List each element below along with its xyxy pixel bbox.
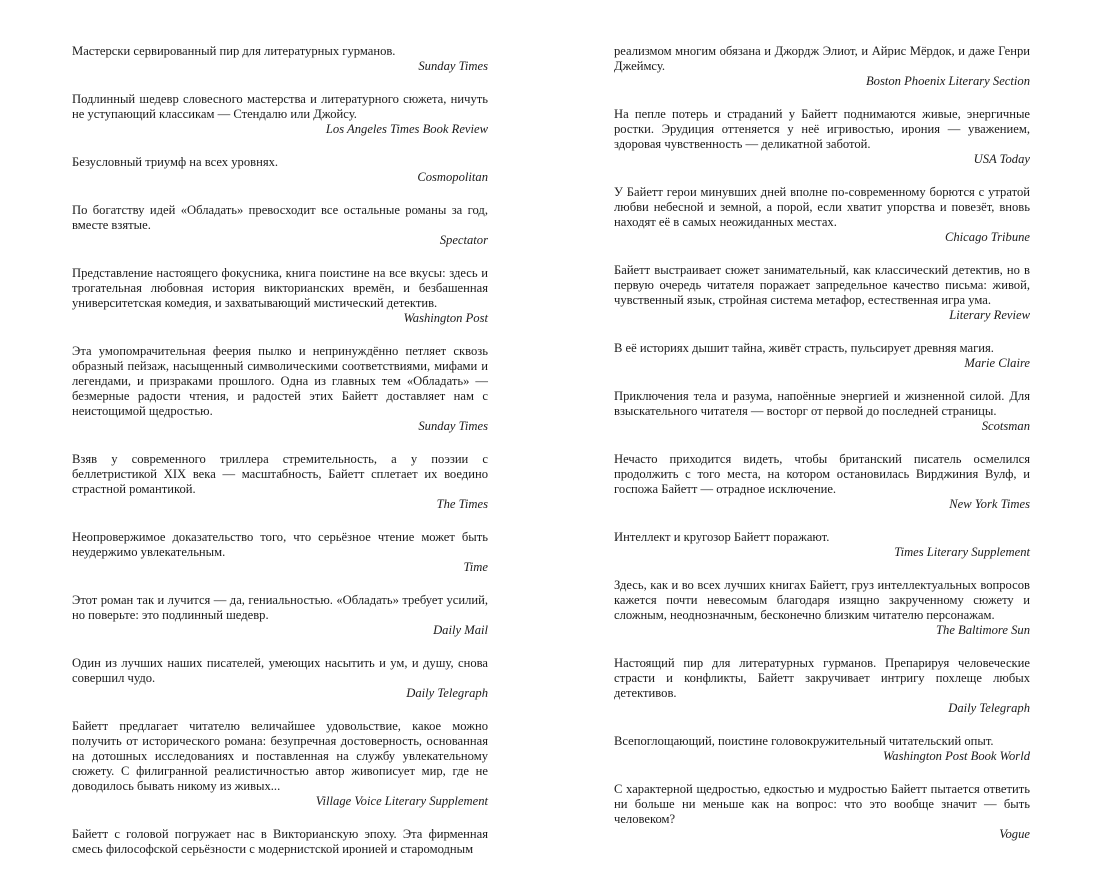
quote-text: Приключения тела и разума, напоённые энергией и жизненной силой. Для взыскательного читателя — восторг от первой до последней страницы.: [614, 389, 1030, 418]
review-quote: [614, 107, 1030, 167]
review-quote: [72, 44, 488, 74]
review-quote: [72, 656, 488, 701]
quote-source: New York Times: [949, 497, 1030, 511]
quote-text: Представление настоящего фокусника, книга поистине на все вкусы: здесь и трогательная любовная история викторианских времён, и безбашенная университетская комедия, и захватывающий мистический детектив.: [72, 266, 488, 310]
quote-text: Интеллект и кругозор Байетт поражают.: [614, 530, 830, 544]
review-quote: [614, 530, 1030, 560]
review-quote: [614, 656, 1030, 716]
left-page: [72, 44, 488, 875]
quote-text: С характерной щедростью, едкостью и мудростью Байетт пытается ответить ни больше ни меньше как на вопрос: что это вообще значит — быть человеком?: [614, 782, 1030, 826]
quote-text: По богатству идей «Обладать» превосходит все остальные романы за год, вместе взятые.: [72, 203, 488, 232]
review-quote: [72, 92, 488, 137]
quote-source: Marie Claire: [964, 356, 1030, 370]
right-page: [614, 44, 1030, 860]
quote-source: Spectator: [439, 233, 488, 247]
review-quote: [614, 44, 1030, 89]
quote-text: Эта умопомрачительная феерия пылко и непринуждённо петляет сквозь образный пейзаж, насыщенный символическими соответствиями, мифами и легендами, и призраками прошлого. Одна из главных тем «Обладать» — безмерные радости чтения, и радостей этих Байетт доставляет нам с неистощимой щедростью.: [72, 344, 488, 418]
quote-source: Village Voice Literary Supplement: [315, 794, 488, 808]
quote-source: USA Today: [973, 152, 1030, 166]
quote-text: Мастерски сервированный пир для литературных гурманов.: [72, 44, 396, 58]
quote-source: Scotsman: [981, 419, 1030, 433]
quote-text: Этот роман так и лучится — да, гениальностью. «Обладать» требует усилий, но поверьте: это подлинный шедевр.: [72, 593, 488, 622]
quote-source: Washington Post: [403, 311, 488, 325]
quote-source: The Times: [436, 497, 488, 511]
quote-text: Один из лучших наших писателей, умеющих насытить и ум, и душу, снова совершил чудо.: [72, 656, 488, 685]
quote-text: Здесь, как и во всех лучших книгах Байетт, груз интеллектуальных вопросов кажется почти невесомым благодаря изящно закрученному сюжету и сложным, неоднозначным, бесконечно близким читателю персонажам.: [614, 578, 1030, 622]
quote-text: Нечасто приходится видеть, чтобы британский писатель осмелился продолжить с того места, на котором остановилась Вирджиния Вулф, и госпожа Байетт — отрадное исключение.: [614, 452, 1030, 496]
quote-text: Всепоглощающий, поистине головокружительный читательский опыт.: [614, 734, 994, 748]
review-quote: [614, 389, 1030, 434]
quote-source: Boston Phoenix Literary Section: [865, 74, 1030, 88]
review-quote: [614, 578, 1030, 638]
review-quote: [72, 155, 488, 185]
review-quote: [72, 719, 488, 809]
quote-text: Подлинный шедевр словесного мастерства и литературного сюжета, ничуть не уступающий классикам — Стендалю или Джойсу.: [72, 92, 488, 121]
review-quote: [614, 782, 1030, 842]
quote-source: Literary Review: [949, 308, 1030, 322]
quote-source: Washington Post Book World: [882, 749, 1030, 763]
review-quote: [72, 593, 488, 638]
review-quote: [614, 263, 1030, 323]
quote-source: Cosmopolitan: [417, 170, 488, 184]
quote-source: Time: [463, 560, 488, 574]
review-quote: [614, 452, 1030, 512]
quote-text: Байетт с головой погружает нас в Викторианскую эпоху. Эта фирменная смесь философской серьёзности с модернистской иронией и старомодным: [72, 827, 488, 856]
quote-text: На пепле потерь и страданий у Байетт поднимаются живые, энергичные ростки. Эрудиция оттеняется у неё игривостью, ирония — уважением, здоровая чувственность — деликатной заботой.: [614, 107, 1030, 151]
quote-text: Байетт выстраивает сюжет занимательный, как классический детектив, но в первую очередь читателя поражает запредельное качество письма: живой, чувственный язык, стройная система метафор, естественная игра ума.: [614, 263, 1030, 307]
quote-text: Настоящий пир для литературных гурманов. Препарируя человеческие страсти и конфликты, Байетт закручивает интригу похлеще любых детективов.: [614, 656, 1030, 700]
review-quote: [72, 530, 488, 575]
quote-source: Times Literary Supplement: [894, 545, 1030, 559]
quote-source: Daily Mail: [433, 623, 488, 637]
quote-source: Los Angeles Times Book Review: [325, 122, 488, 136]
review-quote: [72, 203, 488, 248]
review-quote: [614, 734, 1030, 764]
quote-source: Vogue: [999, 827, 1030, 841]
review-quote: [72, 452, 488, 512]
quote-text: Безусловный триумф на всех уровнях.: [72, 155, 279, 169]
quote-source: Chicago Tribune: [944, 230, 1030, 244]
quote-text: В её историях дышит тайна, живёт страсть, пульсирует древняя магия.: [614, 341, 994, 355]
quote-source: The Baltimore Sun: [936, 623, 1030, 637]
quote-text: Неопровержимое доказательство того, что серьёзное чтение может быть неудержимо увлекательным.: [72, 530, 488, 559]
review-quote: [72, 266, 488, 326]
quote-source: Sunday Times: [418, 419, 488, 433]
quote-text: У Байетт герои минувших дней вполне по-современному борются с утратой любви небесной и земной, а порой, если хватит упорства и повезёт, вновь находят её в самых неожиданных местах.: [614, 185, 1030, 229]
quote-text: Взяв у современного триллера стремительность, а у поэзии с беллетристикой XIX века — масштабность, Байетт сплетает их воедино страстной романтикой.: [72, 452, 488, 496]
quote-source: Daily Telegraph: [948, 701, 1030, 715]
quote-source: Sunday Times: [418, 59, 488, 73]
review-quote: [72, 827, 488, 857]
quote-source: Daily Telegraph: [406, 686, 488, 700]
review-quote: [614, 341, 1030, 371]
review-quote: [72, 344, 488, 434]
quote-text: Байетт предлагает читателю величайшее удовольствие, какое можно получить от исторического романа: безупречная достоверность, основанная на дотошных исследованиях и поставленная на службу увлекательному сюжету. С филигранной реалистичностью автор живописует мир, где не доводилось бывать никому из живых...: [72, 719, 488, 793]
review-quote: [614, 185, 1030, 245]
quote-text: реализмом многим обязана и Джордж Элиот, и Айрис Мёрдок, и даже Генри Джеймсу.: [614, 44, 1030, 73]
